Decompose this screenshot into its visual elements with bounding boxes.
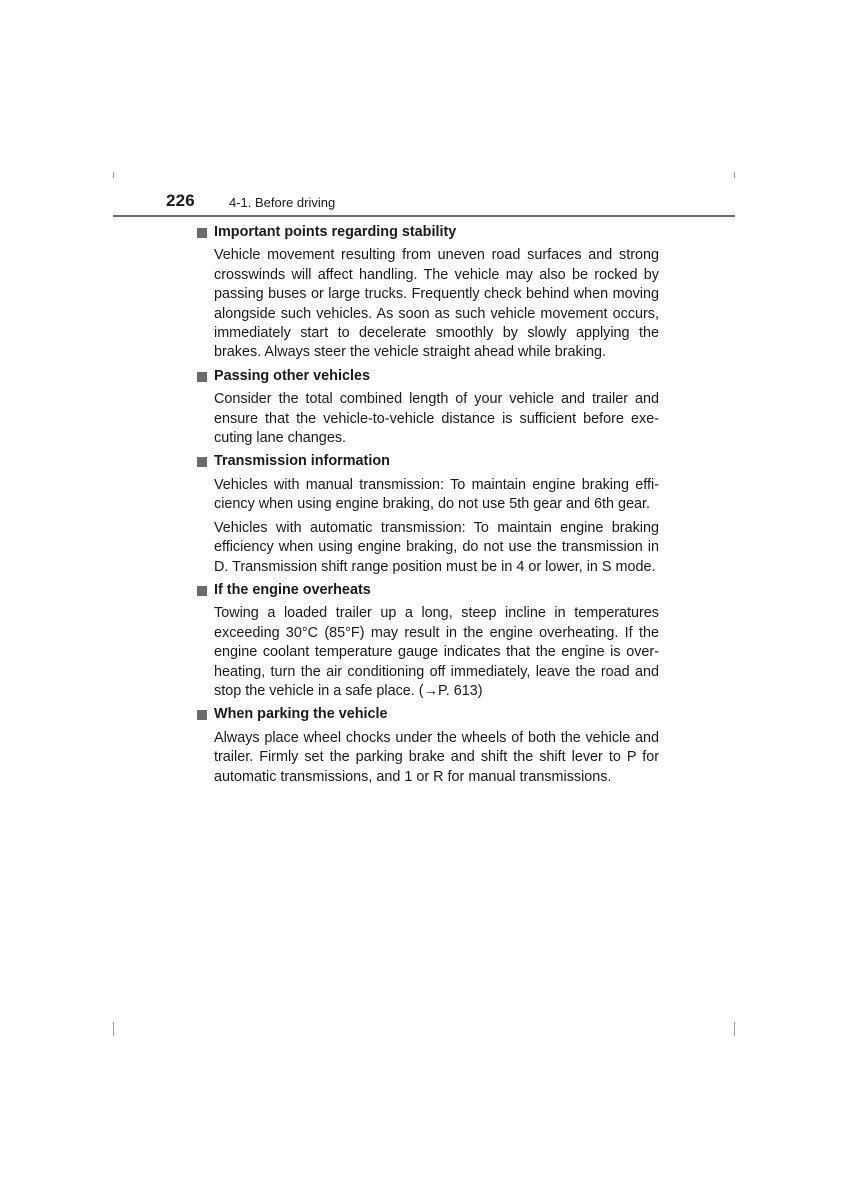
square-bullet-icon (197, 228, 207, 238)
heading-text: Important points regarding stability (214, 224, 457, 240)
header-rule (113, 215, 735, 217)
heading-text: Passing other vehicles (214, 367, 370, 384)
page-content (197, 223, 659, 791)
section-heading (197, 452, 659, 471)
section-heading (197, 223, 659, 242)
crop-mark-bottom-left (113, 1022, 114, 1036)
section-heading (197, 367, 659, 386)
square-bullet-icon (197, 710, 207, 720)
section-passing (197, 367, 659, 449)
paragraph: Vehicles with manual transmission: To maintain engine braking efficiency when using engine braking, do not use 5th gear and 6th gear. (214, 476, 659, 513)
section-parking (197, 705, 659, 787)
heading-text: Transmission information (214, 453, 390, 470)
section-overheats (197, 581, 659, 701)
paragraph: Towing a loaded trailer up a long, steep incline in temperatures exceeding 30°C (85°F) may result in the engine overheating. If the engine coolant temperature gauge indicates that the engine is overheating, turn the air conditioning off immediately, leave the road and stop the vehicle in a safe place. (→P. 613) (214, 605, 659, 699)
heading-text: When parking the vehicle (214, 706, 388, 723)
crop-mark-top-right (734, 172, 735, 178)
square-bullet-icon (197, 457, 207, 467)
section-transmission (197, 452, 659, 576)
square-bullet-icon (197, 586, 207, 596)
paragraph: Consider the total combined length of your vehicle and trailer and ensure that the vehicle-to-vehicle distance is sufficient before executing lane changes. (214, 391, 659, 447)
crop-mark-top-left (113, 172, 114, 178)
section-heading (197, 705, 659, 724)
heading-text: If the engine overheats (214, 581, 371, 598)
paragraph: Always place wheel chocks under the wheels of both the vehicle and trailer. Firmly set the parking brake and shift the shift lever to P for automatic transmissions, and 1 or R for manual transmissions. (214, 729, 659, 785)
paragraph: Vehicle movement resulting from uneven road surfaces and strong crosswinds will affect handling. The vehicle may also be rocked by passing buses or large trucks. Frequently check behind when moving alongside such vehicles. As soon as such vehicle movement occurs, immediately start to decelerate smoothly by slowly applying the brakes. Always steer the vehicle straight ahead while braking. (214, 247, 659, 361)
section-label: 4-1. Before driving (229, 195, 336, 210)
section-stability (197, 223, 659, 363)
section-heading (197, 581, 659, 600)
paragraph: Vehicles with automatic transmission: To maintain engine braking efficiency when using engine braking, do not use the transmission in D. Transmission shift range position must be in 4 or lower, in S mode. (214, 519, 659, 575)
square-bullet-icon (197, 372, 207, 382)
page-number: 226 (166, 191, 195, 210)
crop-mark-bottom-right (734, 1022, 735, 1036)
